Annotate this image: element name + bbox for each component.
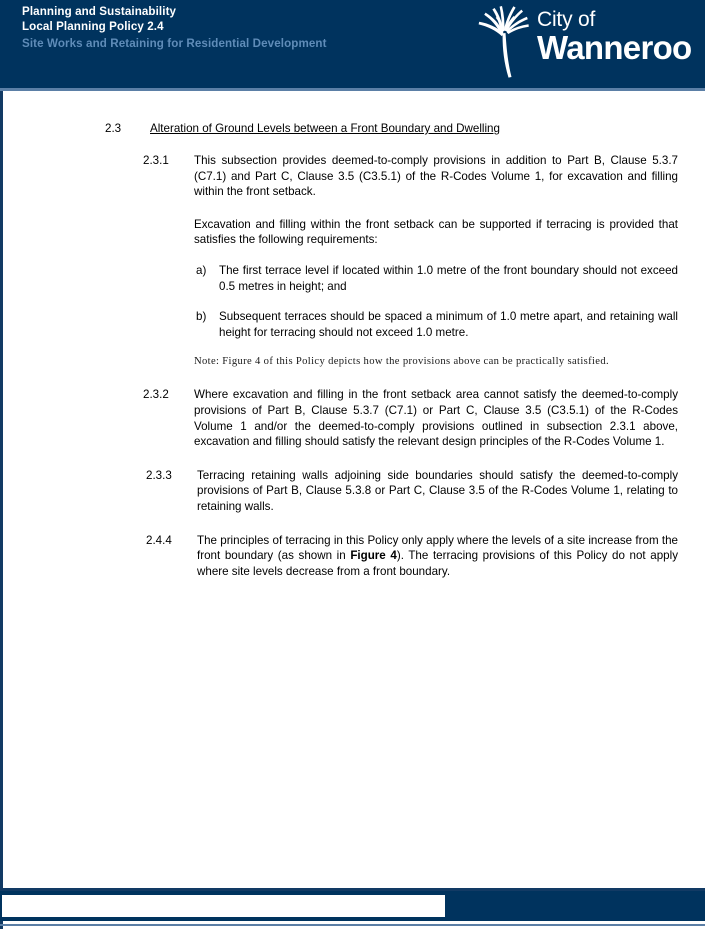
logo-wordmark — [537, 8, 703, 66]
clause-2-4-4 — [0, 533, 705, 580]
intro-paragraph: Excavation and filling within the front setback can be supported if terracing is provided that satisfies the following requirements: — [194, 217, 678, 247]
clause-number: 2.4.4 — [146, 533, 172, 547]
clause-text: This subsection provides deemed-to-comply provisions in addition to Part B, Clause 5.3.7 (C7.1) and Part C, Clause 3.5 (C3.5.1) of the R-Codes Volume 1, for excavation and filling within the front setback. — [194, 154, 678, 199]
clause-2-3-2 — [0, 387, 705, 449]
header-policy-subtitle: Site Works and Retaining for Residential Development — [22, 37, 327, 50]
clause-number: 2.3.2 — [143, 388, 169, 402]
list-item-text: The first terrace level if located within 1.0 metre of the front boundary should not exceed 0.5 metres in height; and — [219, 263, 678, 293]
header-department: Planning and Sustainability — [22, 5, 177, 18]
footer-inset-panel — [2, 895, 445, 917]
list-item-text: Subsequent terraces should be spaced a minimum of 1.0 metre apart, and retaining wall height for terracing should not exceed 1.0 metre. — [219, 310, 678, 339]
logo-name-text: Wanneroo — [537, 29, 692, 66]
section-title: Alteration of Ground Levels between a Front Boundary and Dwelling — [150, 122, 500, 135]
note-text: Note: Figure 4 of this Policy depicts how the provisions above can be practically satisfied. — [194, 356, 609, 368]
footer-bottom-rule — [0, 924, 705, 926]
list-marker: a) — [196, 263, 207, 277]
city-of-wanneroo-logo — [475, 3, 701, 85]
page-footer — [0, 891, 705, 921]
logo-city-text: City of — [537, 8, 596, 31]
header-title-block — [22, 4, 327, 51]
clause-text: Where excavation and filling in the front setback area cannot satisfy the deemed-to-comply provisions of Part B, Clause 5.3.7 (C7.1) or Part C, Clause 3.5 (C3.5.1) of the R-Codes Volume 1 and/or the deemed-to-comply provisions outlined in subsection 2.3.1 above, excavation and filling should satisfy the relevant design principles of the R-Codes Volume 1. — [194, 388, 678, 449]
clause-text-after-bold: ). The terracing provisions of this Policy do not apply where site levels decrease from a front boundary. — [197, 549, 678, 578]
figure-reference: Figure 4 — [350, 549, 397, 563]
clause-number: 2.3.1 — [143, 154, 169, 167]
clause-2-3-1 — [0, 153, 705, 200]
section-heading-2-3 — [0, 122, 705, 135]
header-policy-number: Local Planning Policy 2.4 — [22, 20, 164, 33]
grasstree-icon — [475, 3, 541, 81]
section-number: 2.3 — [105, 122, 122, 135]
list-item — [0, 309, 705, 340]
page-header — [0, 0, 705, 88]
clause-2-3-3 — [0, 468, 705, 515]
clause-text: Terracing retaining walls adjoining side boundaries should satisfy the deemed-to-comply provisions of Part B, Clause 5.3.8 or Part C, Clause 3.5 of the R-Codes Volume 1, relating to retaining walls. — [197, 468, 678, 513]
clause-number: 2.3.3 — [146, 468, 172, 482]
list-item — [0, 263, 705, 294]
list-marker: b) — [196, 310, 207, 324]
document-body — [0, 88, 705, 579]
clause-text-before-bold: The principles of terracing in this Policy only apply where the levels of a site increase from the front boundary (as shown in — [197, 533, 678, 563]
